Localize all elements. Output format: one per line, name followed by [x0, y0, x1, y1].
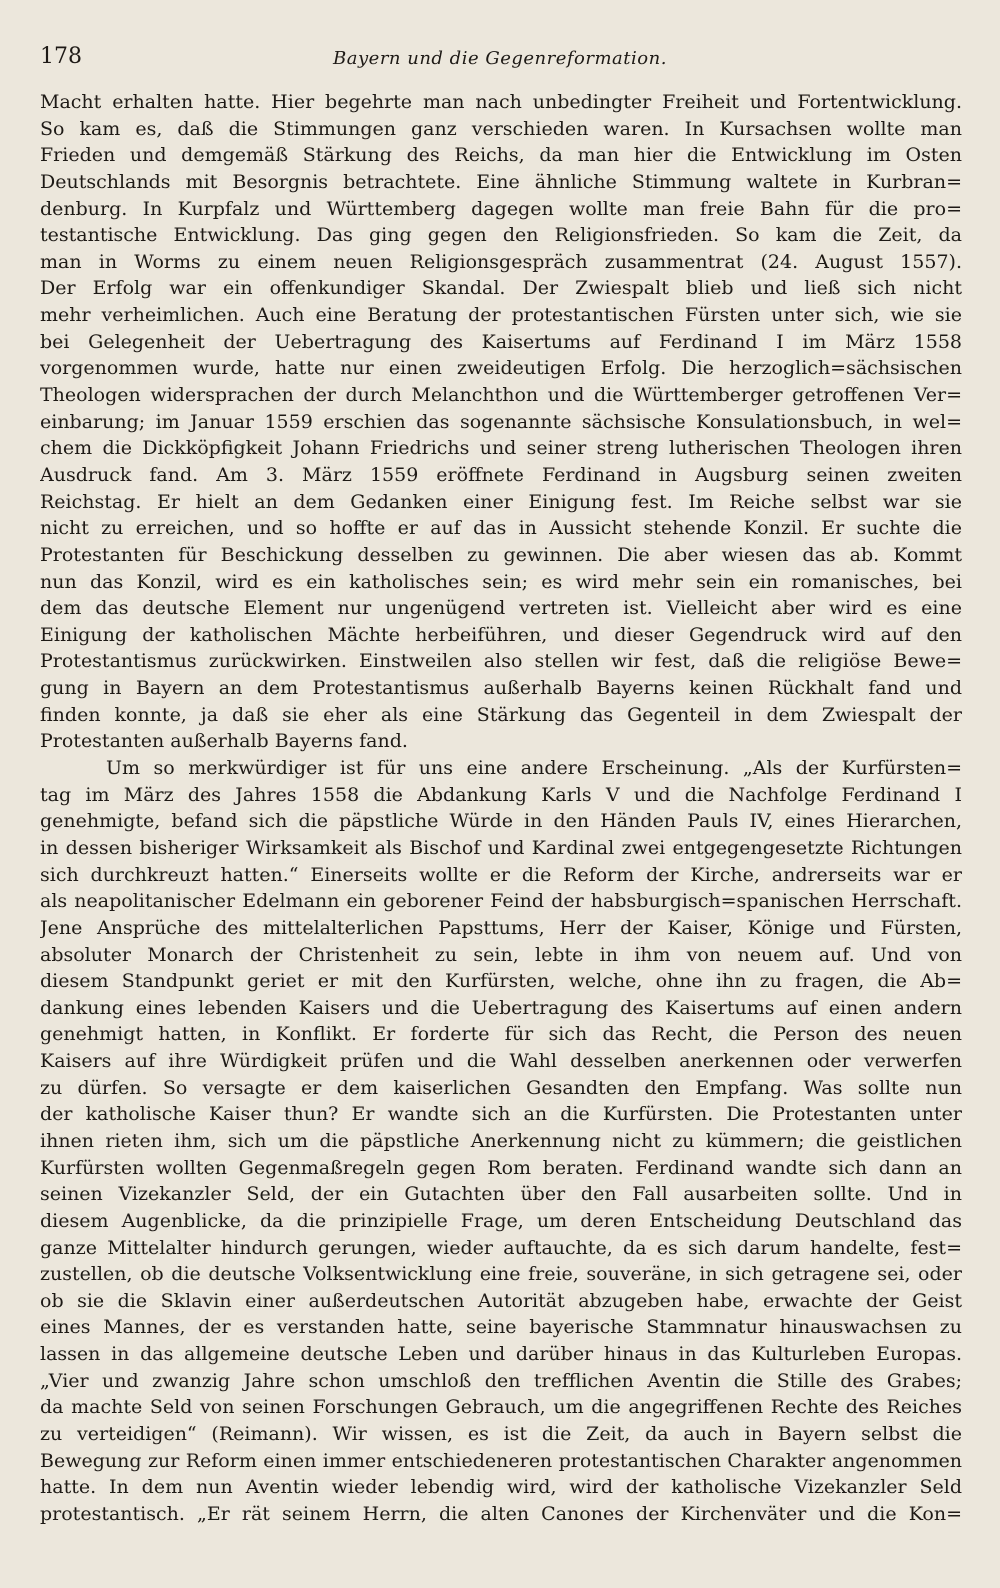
text-line: vorgenommen wurde, hatte nur einen zweideutigen Erfolg. Die herzoglich=sächsischen [40, 357, 962, 380]
text-line: der katholische Kaiser thun? Er wandte sich an die Kurfürsten. Die Protestanten unter [40, 1103, 962, 1126]
text-line: Theologen widersprachen der durch Melanchthon und die Württemberger getroffenen Ver= [40, 384, 962, 407]
text-line: Bewegung zur Reform einen immer entschiedeneren protestantischen Charakter angenommen [40, 1449, 962, 1472]
text-line: Kurfürsten wollten Gegenmaßregeln gegen Rom beraten. Ferdinand wandte sich dann an [40, 1156, 962, 1179]
text-line: tag im März des Jahres 1558 die Abdankung Karls V und die Nachfolge Ferdinand I [40, 783, 962, 806]
text-line: diesem Augenblicke, da die prinzipielle Frage, um deren Entscheidung Deutschland das [40, 1209, 962, 1232]
text-line: sich durchkreuzt hatten.“ Einerseits wollte er die Reform der Kirche, andrerseits war er [40, 863, 962, 886]
text-line: „Vier und zwanzig Jahre schon umschloß den trefflichen Aventin die Stille des Grabes; [40, 1369, 962, 1392]
text-line: Frieden und demgemäß Stärkung des Reichs, da man hier die Entwicklung im Osten [40, 144, 962, 167]
text-line: ob sie die Sklavin einer außerdeutschen Autorität abzugeben habe, erwachte der Geist [40, 1289, 962, 1312]
text-line: Jene Ansprüche des mittelalterlichen Papsttums, Herr der Kaiser, Könige und Fürsten, [40, 916, 962, 939]
text-line-paragraph-start: Um so merkwürdiger ist für uns eine andere Erscheinung. „Als der Kurfürsten= [106, 757, 962, 780]
text-line: als neapolitanischer Edelmann ein geborener Feind der habsburgisch=spanischen Herrschaft. [40, 890, 962, 913]
text-line: ihnen rieten ihm, sich um die päpstliche Anerkennung nicht zu kümmern; die geistlichen [40, 1129, 962, 1152]
text-line: Ausdruck fand. Am 3. März 1559 eröffnete Ferdinand in Augsburg seinen zweiten [40, 463, 962, 486]
text-line: zu verteidigen“ (Reimann). Wir wissen, es ist die Zeit, da auch in Bayern selbst die [40, 1423, 962, 1446]
text-line: Reichstag. Er hielt an dem Gedanken einer Einigung fest. Im Reiche selbst war sie [40, 490, 962, 513]
text-line: zu dürfen. So versagte er dem kaiserlichen Gesandten den Empfang. Was sollte nun [40, 1076, 962, 1099]
text-line: Kaisers auf ihre Würdigkeit prüfen und die Wahl desselben anerkennen oder verwerfen [40, 1050, 962, 1073]
text-line: Macht erhalten hatte. Hier begehrte man nach unbedingter Freiheit und Fortentwicklung. [40, 91, 962, 113]
text-line: lassen in das allgemeine deutsche Leben und darüber hinaus in das Kulturleben Europas. [40, 1343, 962, 1366]
text-line: diesem Standpunkt geriet er mit den Kurfürsten, welche, ohne ihn zu fragen, die Ab= [40, 970, 962, 993]
text-line: in dessen bisheriger Wirksamkeit als Bischof und Kardinal zwei entgegengesetzte Richtungen [40, 836, 962, 859]
text-line: ganze Mittelalter hindurch gerungen, wieder auftauchte, da es sich darum handelte, fest= [40, 1236, 962, 1259]
text-line-paragraph-end: Protestanten außerhalb Bayerns fand. [40, 730, 408, 753]
text-line: nicht zu erreichen, und so hoffte er auf das in Aussicht stehende Konzil. Er suchte die [40, 517, 962, 540]
text-line: denburg. In Kurpfalz und Württemberg dagegen wollte man freie Bahn für die pro= [40, 197, 962, 220]
text-line: chem die Dickköpfigkeit Johann Friedrichs und seiner streng lutherischen Theologen ihren [40, 437, 962, 460]
text-line: gung in Bayern an dem Protestantismus außerhalb Bayerns keinen Rückhalt fand und [40, 677, 962, 700]
text-line: Deutschlands mit Besorgnis betrachtete. Eine ähnliche Stimmung waltete in Kurbran= [40, 170, 962, 193]
text-line: man in Worms zu einem neuen Religionsgespräch zusammentrat (24. August 1557). [40, 250, 962, 273]
text-line: absoluter Monarch der Christenheit zu sein, lebte in ihm von neuem auf. Und von [40, 943, 962, 966]
text-line: Protestanten für Beschickung desselben zu gewinnen. Die aber wiesen das ab. Kommt [40, 543, 962, 566]
text-line: dankung eines lebenden Kaisers und die Uebertragung des Kaisertums auf einen andern [40, 996, 962, 1019]
page-number: 178 [40, 44, 82, 69]
text-line: da machte Seld von seinen Forschungen Gebrauch, um die angegriffenen Rechte des Reiches [40, 1396, 962, 1419]
text-line: hatte. In dem nun Aventin wieder lebendig wird, wird der katholische Vizekanzler Seld [40, 1476, 962, 1499]
text-line: genehmigt hatten, in Konflikt. Er forderte für sich das Recht, die Person des neuen [40, 1023, 962, 1046]
text-line: finden konnte, ja daß sie eher als eine Stärkung das Gegenteil in dem Zwiespalt der [40, 703, 962, 726]
text-line: genehmigte, befand sich die päpstliche Würde in den Händen Pauls IV, eines Hierarchen, [40, 810, 962, 833]
text-line: So kam es, daß die Stimmungen ganz verschieden waren. In Kursachsen wollte man [40, 117, 962, 140]
body-text [40, 89, 962, 1554]
text-line: seinen Vizekanzler Seld, der ein Gutachten über den Fall ausarbeiten sollte. Und in [40, 1183, 962, 1206]
text-line [40, 1528, 962, 1555]
text-line: testantische Entwicklung. Das ging gegen den Religionsfrieden. So kam die Zeit, da [40, 224, 962, 247]
text-line: bei Gelegenheit der Uebertragung des Kaisertums auf Ferdinand I im März 1558 [40, 330, 962, 353]
text-line: Einigung der katholischen Mächte herbeiführen, und dieser Gegendruck wird auf den [40, 623, 962, 646]
text-line: Protestantismus zurückwirken. Einstweilen also stellen wir fest, daß die religiöse Bewe= [40, 650, 962, 673]
running-title: Bayern und die Gegenreformation. [333, 48, 667, 69]
text-line: einbarung; im Januar 1559 erschien das sogenannte sächsische Konsulationsbuch, in wel= [40, 410, 962, 433]
text-line: dem das deutsche Element nur ungenügend vertreten ist. Vielleicht aber wird es eine [40, 597, 962, 620]
text-line: nun das Konzil, wird es ein katholisches sein; es wird mehr sein ein romanisches, bei [40, 570, 962, 593]
text-line: eines Mannes, der es verstanden hatte, seine bayerische Stammnatur hinauswachsen zu [40, 1316, 962, 1339]
text-line: protestantisch. „Er rät seinem Herrn, die alten Canones der Kirchenväter und die Kon= [40, 1502, 962, 1525]
text-line: mehr verheimlichen. Auch eine Beratung der protestantischen Fürsten unter sich, wie sie [40, 304, 962, 327]
text-line: Der Erfolg war ein offenkundiger Skandal. Der Zwiespalt blieb und ließ sich nicht [40, 277, 962, 300]
page-header [40, 44, 960, 78]
text-line: zustellen, ob die deutsche Volksentwicklung eine freie, souveräne, in sich getragene sei, oder [40, 1263, 962, 1286]
